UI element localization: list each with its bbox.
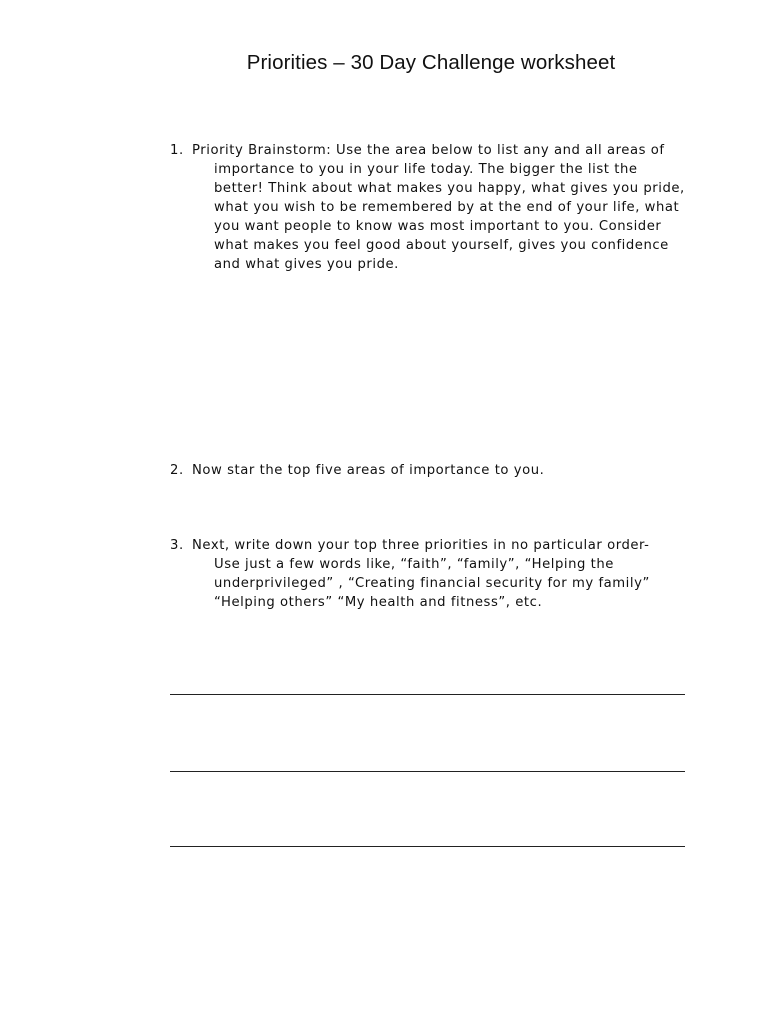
item-text	[170, 536, 690, 612]
answer-line-2[interactable]	[170, 771, 685, 772]
list-item-2	[170, 461, 690, 480]
item-number: 1.	[170, 143, 184, 158]
answer-line-3[interactable]	[170, 846, 685, 847]
item-number: 3.	[170, 538, 184, 553]
list-item-3	[170, 536, 690, 612]
worksheet-title: Priorities – 30 Day Challenge worksheet	[246, 51, 616, 74]
item-continuation: importance to you in your life today. The bigger the list the better! Think about what makes you happy, what gives you pride, what you wish to be remembered by at the end of your life, what you want people to know was most important to you. Consider what makes you feel good about yourself, gives you confidence and what gives you pride.	[214, 162, 685, 272]
item-first-line: Next, write down your top three priorities in no particular order-	[192, 538, 650, 553]
item-text	[170, 461, 690, 480]
list-item-1	[170, 141, 690, 274]
answer-line-1[interactable]	[170, 694, 685, 695]
item-number: 2.	[170, 463, 184, 478]
item-continuation: Use just a few words like, “faith”, “family”, “Helping the underprivileged” , “Creating financial security for my family” “Helping others” “My health and fitness”, etc.	[214, 557, 650, 610]
item-text	[170, 141, 690, 274]
item-first-line: Priority Brainstorm: Use the area below to list any and all areas of	[192, 143, 665, 158]
item-first-line: Now star the top five areas of importance to you.	[192, 463, 545, 478]
